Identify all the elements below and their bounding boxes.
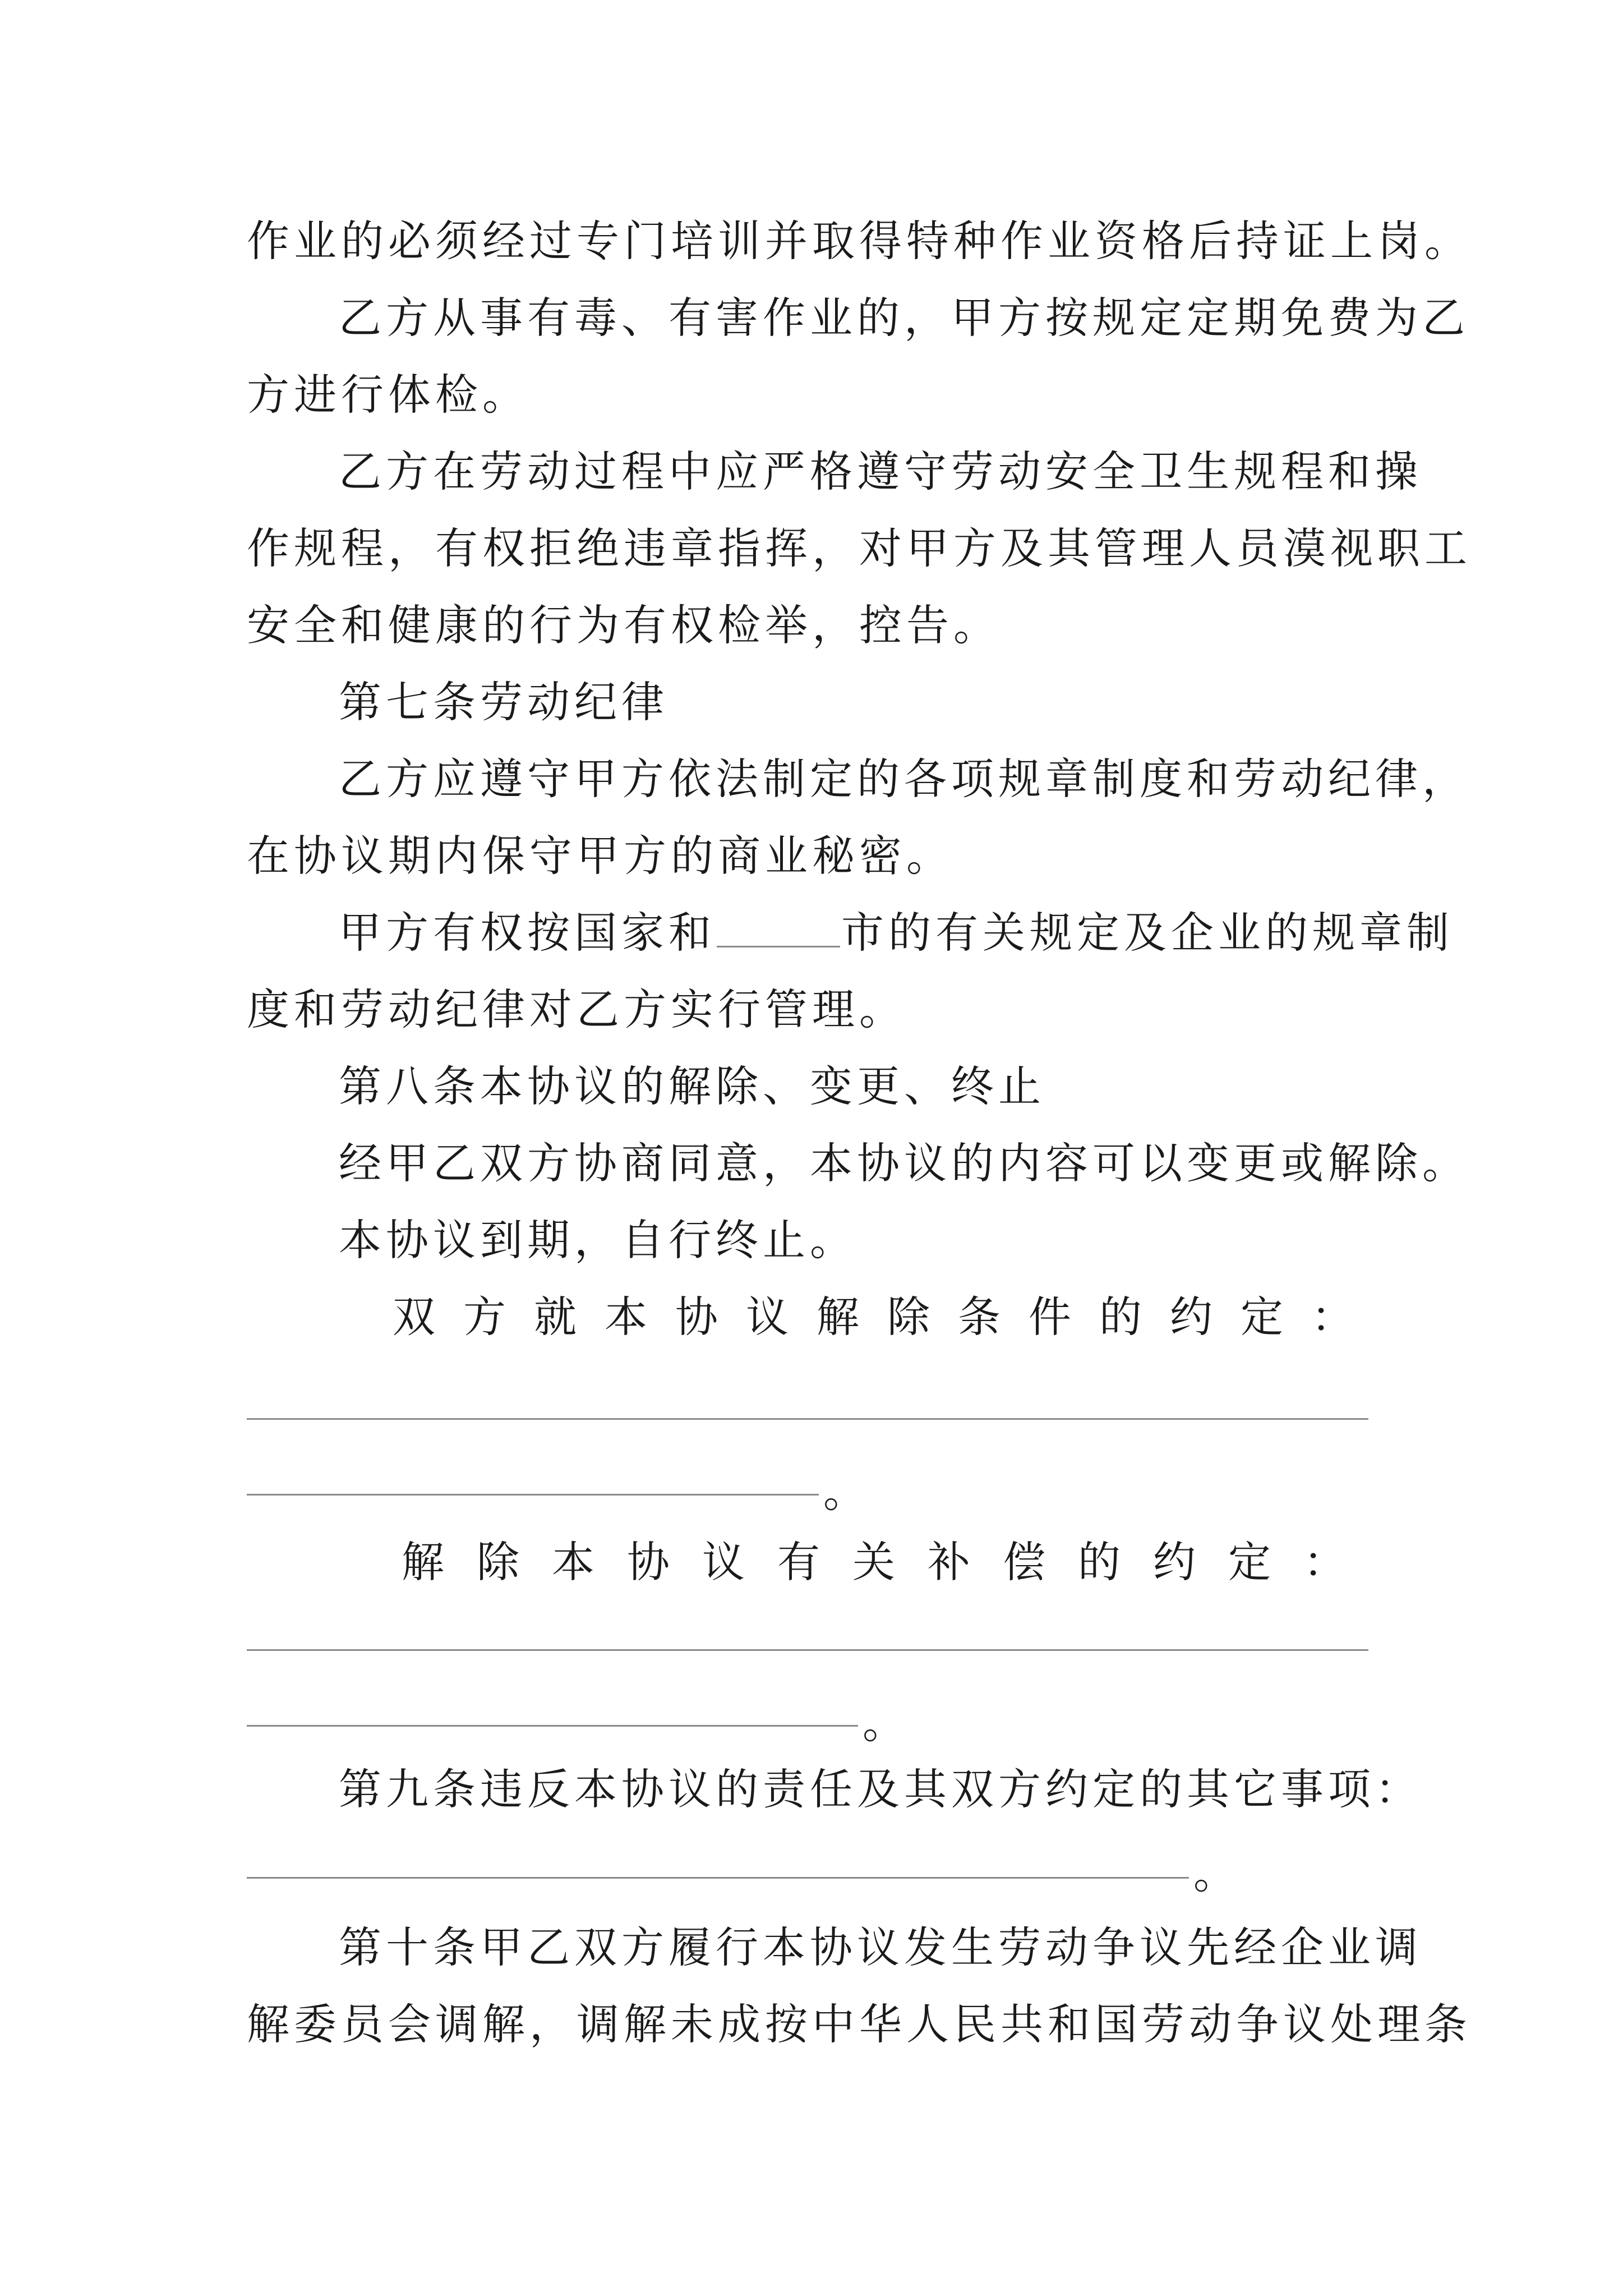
paragraph-line: 作业的必须经过专门培训并取得特种作业资格后持证上岗。 [247, 216, 1472, 266]
fill-in-rule [247, 1877, 1189, 1879]
paragraph-line: 乙方从事有毒、有害作业的，甲方按规定定期免费为乙 [339, 293, 1469, 343]
fill-in-rule [247, 1649, 1368, 1651]
section-heading: 第十条甲乙双方履行本协议发生劳动争议先经企业调 [339, 1922, 1422, 1972]
fill-in-rule [247, 1418, 1368, 1420]
text-segment: 市的有关规定及企业的规章制 [841, 908, 1454, 958]
paragraph-line: 解除本协议有关补偿的约定： [402, 1537, 1378, 1587]
section-heading: 第七条劳动纪律 [339, 677, 668, 727]
period-mark: 。 [823, 1467, 866, 1517]
paragraph-line: 经甲乙双方协商同意，本协议的内容可以变更或解除。 [339, 1138, 1469, 1188]
paragraph-line: 乙方应遵守甲方依法制定的各项规章制度和劳动纪律， [339, 754, 1469, 804]
paragraph-line: 安全和健康的行为有权检举，控告。 [247, 600, 1000, 650]
fill-in-rule [247, 1494, 819, 1496]
paragraph-line: 乙方在劳动过程中应严格遵守劳动安全卫生规程和操 [339, 447, 1422, 496]
fill-in-blank [717, 909, 840, 947]
paragraph-line: 在协议期内保守甲方的商业秘密。 [247, 831, 953, 881]
paragraph-line: 方进行体检。 [247, 370, 529, 420]
paragraph-line: 双方就本协议解除条件的约定： [393, 1292, 1382, 1342]
paragraph-line: 作规程，有权拒绝违章指挥，对甲方及其管理人员漠视职工 [247, 523, 1472, 573]
paragraph-line-with-blank [339, 905, 1483, 961]
paragraph-line: 解委员会调解，调解未成按中华人民共和国劳动争议处理条 [247, 1999, 1472, 2049]
text-segment: 甲方有权按国家和 [339, 908, 716, 958]
paragraph-line: 度和劳动纪律对乙方实行管理。 [247, 984, 906, 1034]
section-heading: 第八条本协议的解除、变更、终止 [339, 1061, 1045, 1111]
period-mark: 。 [863, 1698, 905, 1748]
period-mark: 。 [1193, 1848, 1236, 1898]
paragraph-line: 本协议到期，自行终止。 [339, 1215, 857, 1265]
fill-in-rule [247, 1725, 858, 1727]
section-heading: 第九条违反本协议的责任及其双方约定的其它事项： [339, 1764, 1422, 1814]
